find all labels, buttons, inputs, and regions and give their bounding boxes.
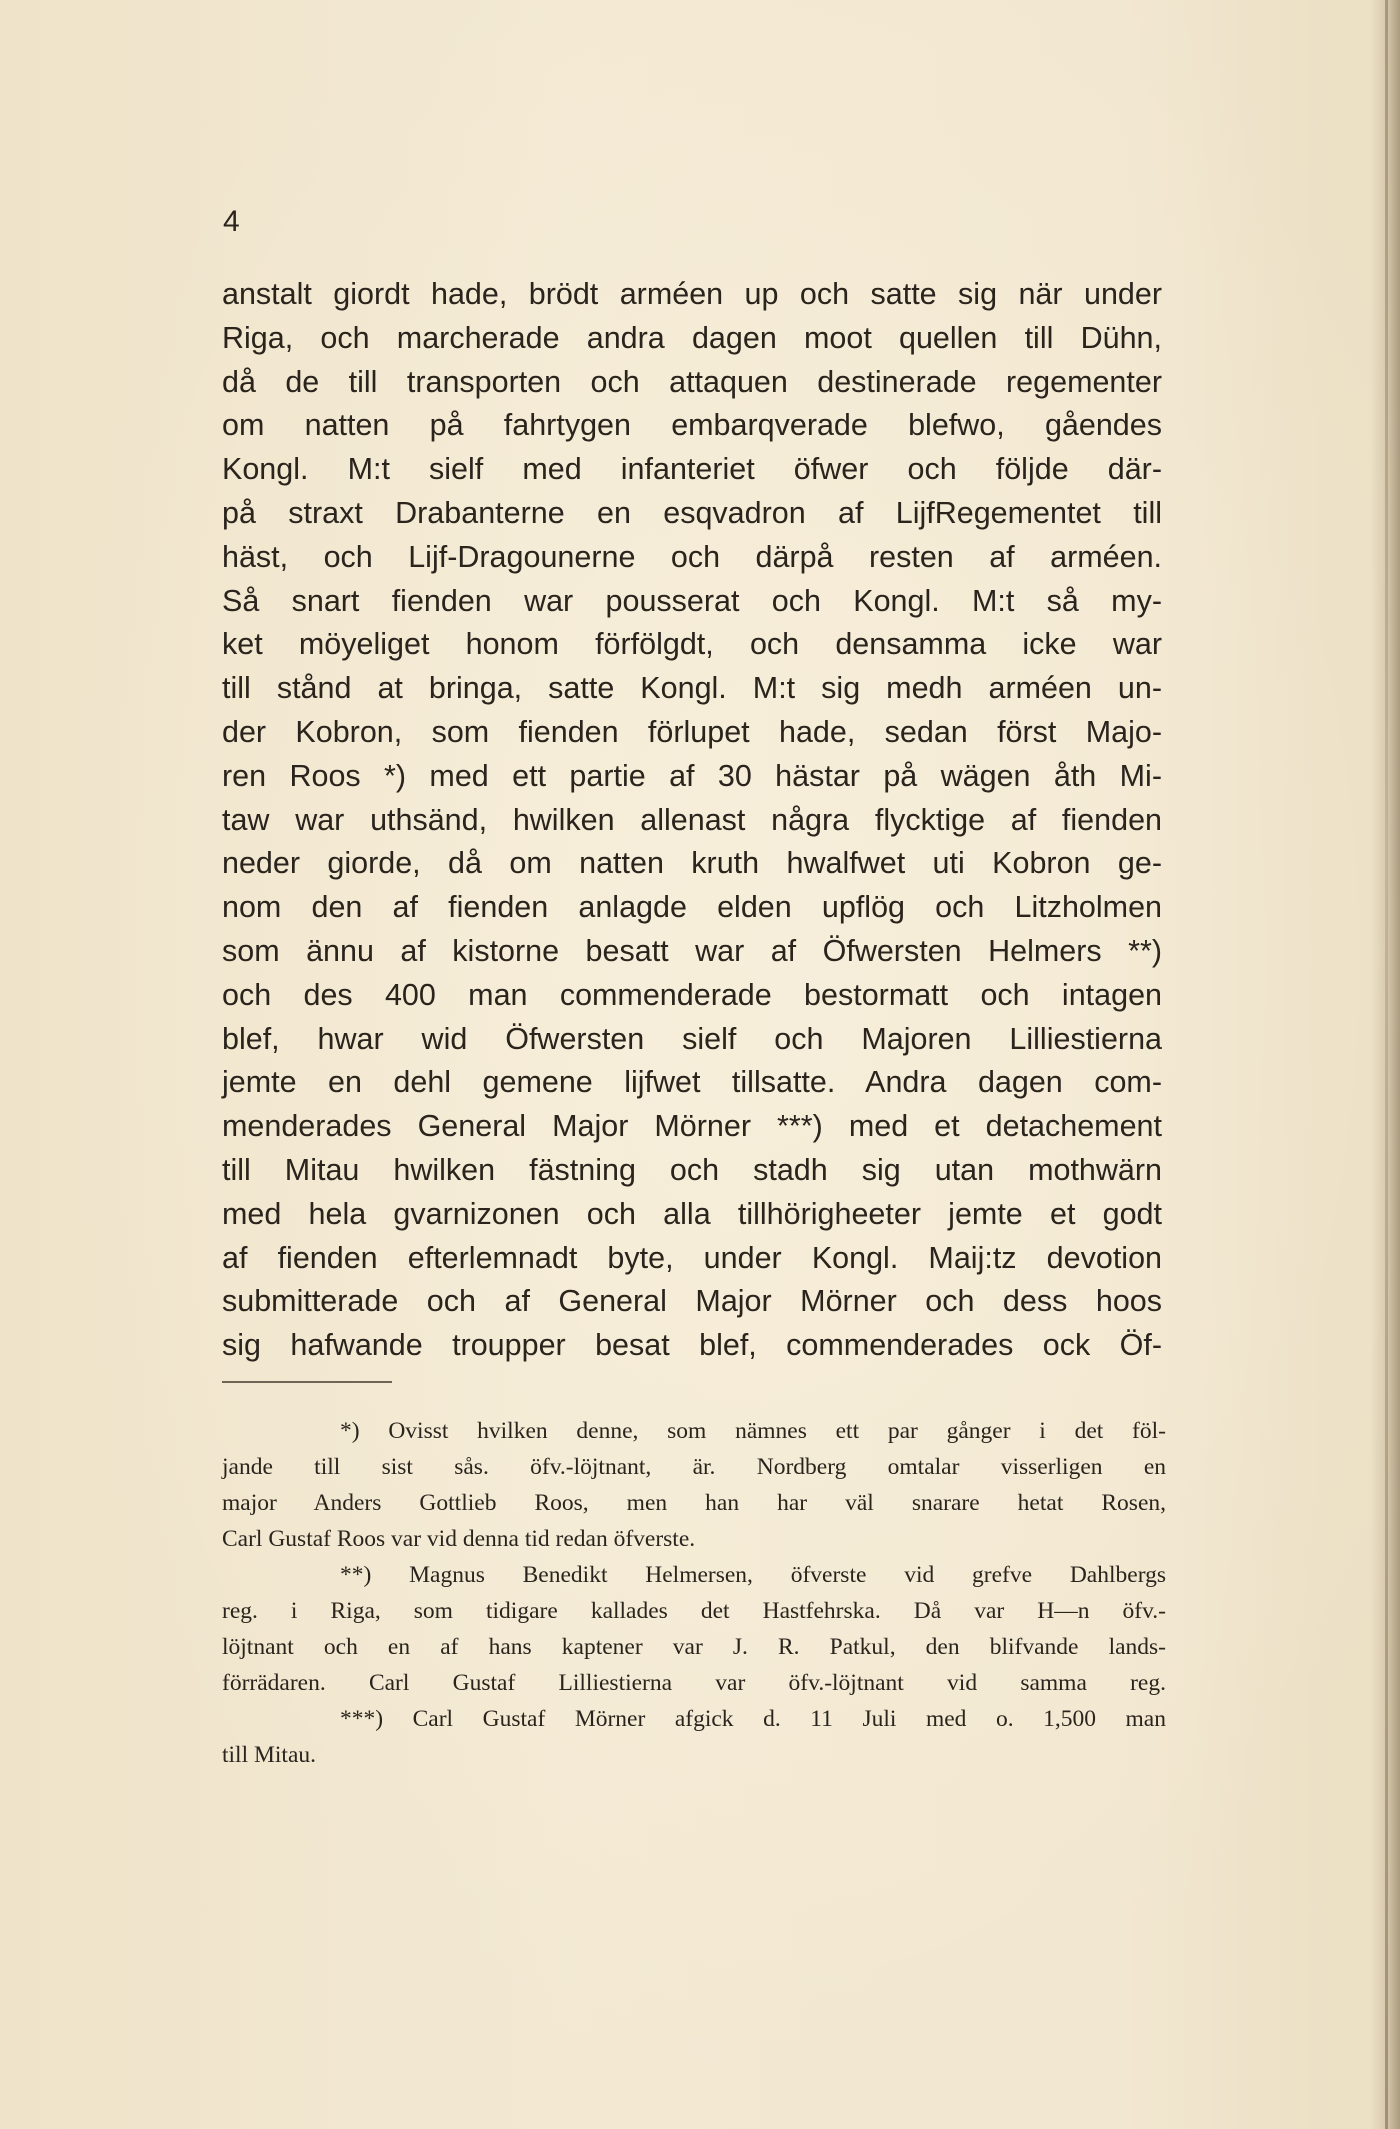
body-text bbox=[222, 273, 1162, 1368]
footnote-line: jande till sist sås. öfv.-löjtnant, är. Nordberg omtalar visserligen en bbox=[222, 1454, 1166, 1480]
footnote-line: löjtnant och en af hans kaptener var J. R. Patkul, den blifvande lands- bbox=[222, 1634, 1166, 1660]
footnote-line: ***) Carl Gustaf Mörner afgick d. 11 Juli med o. 1,500 man bbox=[340, 1706, 1166, 1732]
text-line: till stånd at bringa, satte Kongl. M:t sig medh arméen un- bbox=[222, 671, 1162, 706]
text-line: häst, och Lijf-Dragounerne och därpå resten af arméen. bbox=[222, 539, 1162, 574]
text-line: ren Roos *) med ett partie af 30 hästar på wägen åth Mi- bbox=[222, 758, 1162, 793]
text-line: jemte en dehl gemene lijfwet tillsatte. Andra dagen com- bbox=[222, 1065, 1162, 1100]
footnote-line: **) Magnus Benedikt Helmersen, öfverste vid grefve Dahlbergs bbox=[340, 1562, 1166, 1588]
text-line: af fienden efterlemnadt byte, under Kongl. Maij:tz devotion bbox=[222, 1240, 1162, 1275]
footnote-line: Carl Gustaf Roos var vid denna tid redan öfverste. bbox=[222, 1526, 696, 1552]
text-line: nom den af fienden anlagde elden upflög och Litzholmen bbox=[222, 890, 1162, 925]
footnote-line: förrädaren. Carl Gustaf Lilliestierna var öfv.-löjtnant vid samma reg. bbox=[222, 1670, 1166, 1696]
text-line: Så snart fienden war pousserat och Kongl. M:t så my- bbox=[222, 583, 1162, 618]
footnote-separator bbox=[222, 1381, 392, 1383]
footnote-line: major Anders Gottlieb Roos, men han har väl snarare hetat Rosen, bbox=[222, 1490, 1166, 1516]
footnote-line: reg. i Riga, som tidigare kallades det Hastfehrska. Då var H—n öfv.- bbox=[222, 1598, 1166, 1624]
text-line: och des 400 man commenderade bestormatt och intagen bbox=[222, 977, 1162, 1012]
text-line: sig hafwande troupper besat blef, commenderades ock Öf- bbox=[222, 1328, 1162, 1363]
text-line: anstalt giordt hade, brödt arméen up och satte sig när under bbox=[222, 277, 1162, 311]
footnote-line: *) Ovisst hvilken denne, som nämnes ett par gånger i det föl- bbox=[340, 1418, 1166, 1444]
text-line: neder giorde, då om natten kruth hwalfwet uti Kobron ge- bbox=[222, 846, 1162, 881]
page-number: 4 bbox=[223, 205, 240, 238]
text-line: Kongl. M:t sielf med infanteriet öfwer och följde där- bbox=[222, 452, 1162, 487]
text-line: då de till transporten och attaquen destinerade regementer bbox=[222, 364, 1162, 399]
text-line: på straxt Drabanterne en esqvadron af LijfRegementet till bbox=[222, 495, 1162, 530]
text-line: om natten på fahrtygen embarqverade blefwo, gåendes bbox=[222, 408, 1162, 443]
footnotes bbox=[222, 1413, 1166, 1773]
text-line: som ännu af kistorne besatt war af Öfwersten Helmers **) bbox=[222, 933, 1162, 968]
text-line: till Mitau hwilken fästning och stadh sig utan mothwärn bbox=[222, 1152, 1162, 1187]
text-line: blef, hwar wid Öfwersten sielf och Majoren Lilliestierna bbox=[222, 1021, 1162, 1056]
text-line: ket möyeliget honom förfölgdt, och densamma icke war bbox=[222, 627, 1162, 662]
page-edge-line bbox=[1385, 0, 1388, 2129]
text-line: menderades General Major Mörner ***) med et detachement bbox=[222, 1109, 1162, 1144]
footnote-line: till Mitau. bbox=[222, 1742, 316, 1768]
text-line: submitterade och af General Major Mörner och dess hoos bbox=[222, 1284, 1162, 1319]
text-line: der Kobron, som fienden förlupet hade, sedan först Majo- bbox=[222, 714, 1162, 749]
text-line: med hela gvarnizonen och alla tillhörigheeter jemte et godt bbox=[222, 1196, 1162, 1231]
text-line: Riga, och marcherade andra dagen moot quellen till Dühn, bbox=[222, 320, 1162, 355]
text-line: taw war uthsänd, hwilken allenast några flycktige af fienden bbox=[222, 802, 1162, 837]
